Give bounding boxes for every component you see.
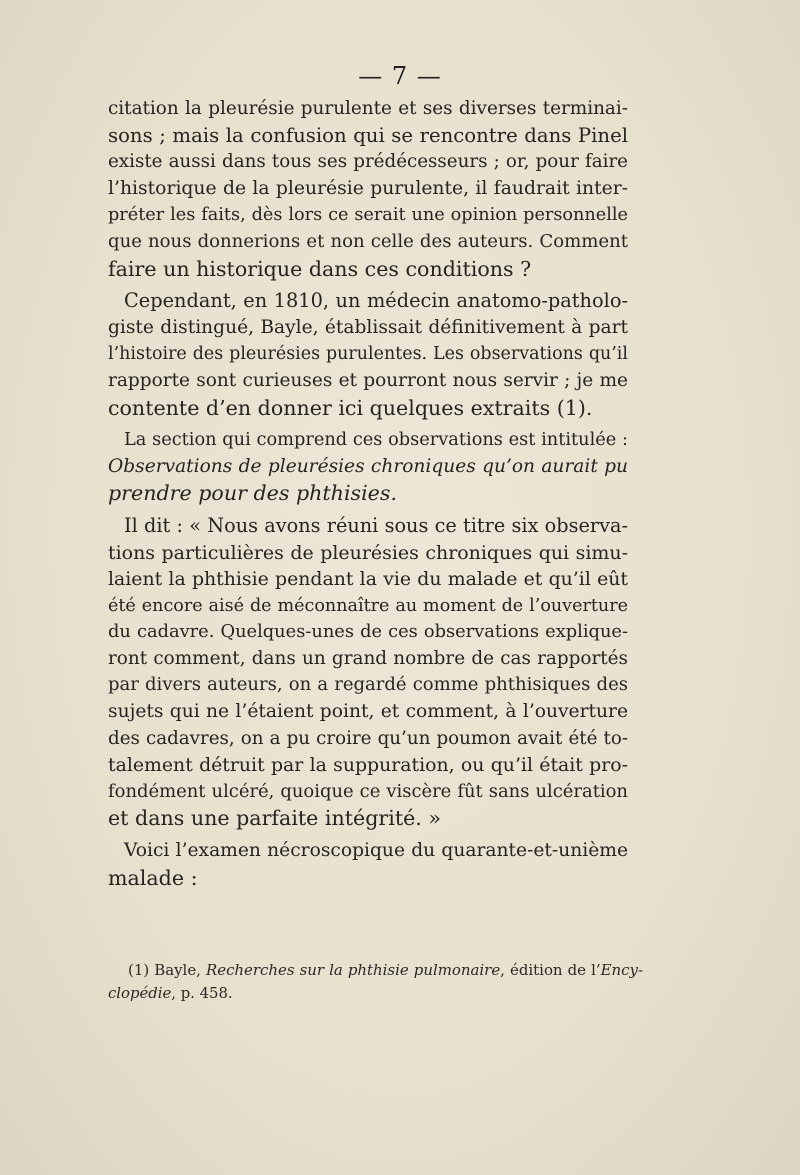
text-line: giste distingué, Bayle, établissait définitivement à part — [108, 316, 628, 338]
paragraph — [108, 288, 628, 421]
text-line: que nous donnerions et non celle des auteurs. Comment — [108, 230, 628, 252]
text-line: contente d’en donner ici quelques extraits (1). — [108, 395, 593, 420]
text-line: des cadavres, on a pu croire qu’un poumon avait été to- — [108, 727, 628, 749]
footnote-line — [128, 958, 643, 982]
text-line: malade : — [108, 865, 198, 890]
paragraph — [108, 427, 628, 507]
text-line: par divers auteurs, on a regardé comme phthisiques des — [108, 674, 628, 696]
footnote-text: , édition de l’ — [500, 961, 601, 979]
text-line: préter les faits, dès lors ce serait une opinion personnelle — [108, 205, 628, 226]
text-line: rapporte sont curieuses et pourront nous servir ; je me — [108, 369, 628, 391]
text-line: sujets qui ne l’étaient point, et comment, à l’ouverture — [108, 701, 628, 723]
text-line: La section qui comprend ces observations est intitulée : — [124, 430, 628, 451]
text-line: sons ; mais la confusion qui se rencontre dans Pinel — [108, 123, 628, 147]
text-line: fondément ulcéré, quoique ce viscère fût sans ulcération — [108, 780, 628, 802]
footnote-title: Recherches sur la phthisie pulmonaire — [205, 961, 501, 979]
text-line: été encore aisé de méconnaître au moment de l’ouverture — [108, 595, 628, 616]
text-line: et dans une parfaite intégrité. » — [108, 806, 441, 831]
text-line: Cependant, en 1810, un médecin anatomo-patholo- — [124, 289, 628, 313]
text-line: faire un historique dans ces conditions ? — [108, 256, 532, 281]
page-number: — 7 — — [358, 62, 442, 90]
paragraph — [108, 513, 628, 832]
body-text — [108, 96, 628, 891]
text-line: laient la phthisie pendant la vie du malade et qu’il eût — [108, 568, 628, 591]
text-line: existe aussi dans tous ses prédécesseurs ; or, pour faire — [108, 151, 628, 173]
text-line: tions particulières de pleurésies chroniques qui simu- — [108, 541, 628, 564]
text-line: citation la pleurésie purulente et ses diverses terminai- — [108, 98, 628, 119]
text-line: du cadavre. Quelques-unes de ces observations explique- — [108, 621, 628, 643]
footnote-text: Ency- — [600, 961, 644, 979]
text-line: ront comment, dans un grand nombre de cas rapportés — [108, 647, 628, 669]
text-line: l’histoire des pleurésies purulentes. Les observations qu’il — [108, 344, 628, 365]
footnote-text: clopédie — [108, 985, 172, 1002]
section-title-line: prendre pour des phthisies. — [108, 481, 397, 506]
text-line: talement détruit par la suppuration, ou qu’il était pro- — [108, 754, 628, 777]
footnote-text: , p. 458. — [171, 985, 233, 1002]
footnote-marker: (1) Bayle, — [128, 961, 206, 979]
footnote-line — [108, 982, 643, 1006]
paragraph — [108, 96, 628, 282]
text-line: l’historique de la pleurésie purulente, il faudrait inter- — [108, 177, 628, 199]
section-title-line: Observations de pleurésies chroniques qu’on aurait pu — [108, 455, 628, 477]
text-line: Voici l’examen nécroscopique du quarante-et-unième — [124, 840, 628, 862]
paragraph — [108, 838, 628, 891]
footnote — [108, 958, 644, 1006]
text-line: Il dit : « Nous avons réuni sous ce titre six observa- — [124, 513, 628, 537]
